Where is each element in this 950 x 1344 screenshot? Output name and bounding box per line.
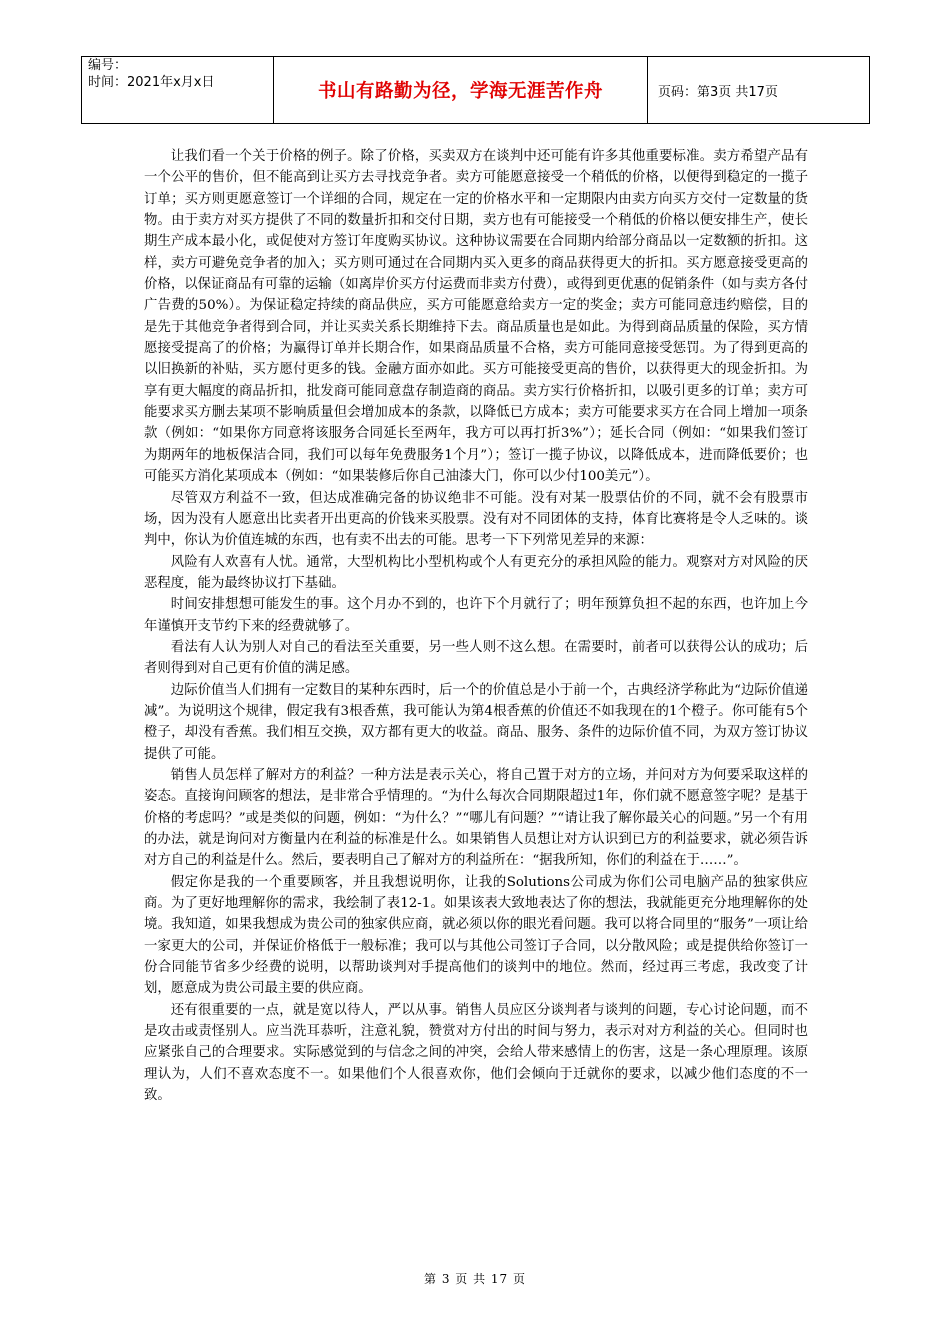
body-paragraph-9: 还有很重要的一点，就是宽以待人，严以从事。销售人员应区分谈判者与谈判的问题，专心讨论问题，而不是攻击或责怪别人。应当洗耳恭听，注意礼貌，赞赏对方付出的时间与努力，表示对对方利益的关心。但同时也应紧张自己的合理要求。实际感觉到的与信念之间的冲突，会给人带来感情上的伤害，这是一条心理原理。该原理认为，人们不喜欢态度不一。如果他们个人很喜欢你，他们会倾向于迁就你的要求，以减少他们态度的不一致。 — [144, 1002, 808, 1104]
body-paragraph-3: 风险有人欢喜有人忧。通常，大型机构比小型机构或个人有更充分的承担风险的能力。观察对方对风险的厌恶程度，能为最终协议打下基础。 — [144, 554, 808, 591]
header-motto: 书山有路勤为径，学海无涯苦作舟 — [274, 57, 648, 124]
header-page-info: 页码：第3页 共17页 — [648, 57, 870, 124]
body-paragraph-4: 时间安排想想可能发生的事。这个月办不到的，也许下个月就行了；明年预算负担不起的东西，也许加上今年谨慎开支节约下来的经费就够了。 — [144, 597, 808, 634]
document-body — [144, 146, 808, 1106]
body-paragraph-1: 让我们看一个关于价格的例子。除了价格，买卖双方在谈判中还可能有许多其他重要标准。卖方希望产品有一个公平的售价，但不能高到让买方去寻找竞争者。卖方可能愿意接受一个稍低的价格，以便得到稳定的一揽子订单；买方则更愿意签订一个详细的合同，规定在一定的价格水平和一定期限内由卖方向买方交付一定数量的货物。由于卖方对买方提供了不同的数量折扣和交付日期，卖方也有可能接受一个稍低的价格以便安排生产，使长期生产成本最小化，或促使对方签订年度购买协议。这种协议需要在合同期内给部分商品以一定数额的折扣。这样，卖方可避免竞争者的加入；买方则可通过在合同期内买入更多的商品获得更大的折扣。买方愿意接受更高的价格，以保证商品有可靠的运输（如离岸价买方付运费而非卖方付费），或得到更优惠的促销条件（如与卖方各付广告费的50%）。为保证稳定持续的商品供应，买方可能愿意给卖方一定的奖金；卖方可能同意违约赔偿，目的是先于其他竞争者得到合同，并让买卖关系长期维持下去。商品质量也是如此。为得到商品质量的保险，买方情愿接受提高了的价格；为赢得订单并长期合作，如果商品质量不合格，卖方可能同意接受惩罚。为了得到更高的以旧换新的补贴，买方愿付更多的钱。金融方面亦如此。买方可能接受更高的售价，以获得更大的现金折扣。为享有更大幅度的商品折扣，批发商可能同意盘存制造商的商品。卖方实行价格折扣，以吸引更多的订单；卖方可能要求买方删去某项不影响质量但会增加成本的条款，以降低已方成本；卖方可能要求买方在合同上增加一项条款（例如：“如果你方同意将该服务合同延长至两年，我方可以再打折3%”）；延长合同（例如：“如果我们签订为期两年的地板保洁合同，我们可以每年免费服务1个月”）；签订一揽子协议，以降低成本，进而降低要价；也可能买方消化某项成本（例如：“如果装修后你自己油漆大门，你可以少付100美元”）。 — [144, 149, 808, 485]
header-meta-cell — [82, 57, 274, 124]
body-paragraph-5: 看法有人认为别人对自己的看法至关重要，另一些人则不这么想。在需要时，前者可以获得公认的成功；后者则得到对自己更有价值的满足感。 — [144, 639, 808, 677]
body-paragraph-8: 假定你是我的一个重要顾客，并且我想说明你，让我的Solutions公司成为你们公司电脑产品的独家供应商。为了更好地理解你的需求，我绘制了表12-1。如果该表大致地表达了你的想法，我就能更充分地理解你的处境。我知道，如果我想成为贵公司的独家供应商，就必须以你的眼光看问题。我可以将合同里的“服务”一项让给一家更大的公司，并保证价格低于一般标准；我可以与其他公司签订子合同，以分散风险；或是提供给你签订一份合同能节省多少经费的说明，以帮助谈判对手提高他们的谈判中的地位。然而，经过再三考虑，我改变了计划，愿意成为贵公司最主要的供应商。 — [144, 874, 808, 997]
document-header — [81, 56, 870, 124]
body-paragraph-2: 尽管双方利益不一致，但达成准确完备的协议绝非不可能。没有对某一股票估价的不同，就不会有股票市场，因为没有人愿意出比卖者开出更高的价钱来买股票。没有对不同团体的支持，体育比赛将是令人乏味的。谈判中，你认为价值连城的东西，也有卖不出去的可能。思考一下下列常见差异的来源： — [144, 490, 808, 549]
body-paragraph-6: 边际价值当人们拥有一定数目的某种东西时，后一个的价值总是小于前一个，古典经济学称此为“边际价值递减”。为说明这个规律，假定我有3根香蕉，我可能认为第4根香蕉的价值还不如我现在的1个橙子。你可能有5个橙子，却没有香蕉。我们相互交换，双方都有更大的收益。商品、服务、条件的边际价值不同，为双方签订协议提供了可能。 — [144, 682, 808, 762]
document-number-label: 编号： — [88, 58, 128, 73]
body-paragraph-7: 销售人员怎样了解对方的利益？一种方法是表示关心，将自己置于对方的立场，并问对方为何要采取这样的姿态。直接询问顾客的想法，是非常合乎情理的。“为什么每次合同期限超过1年，你们就不愿意签字呢？是基于价格的考虑吗？”或是类似的问题，例如：“为什么？”“哪儿有问题？”“请让我了解你最关心的问题。”另一个有用的办法，就是询问对方衡量内在利益的标准是什么。如果销售人员想让对方认识到已方的利益要求，就必须告诉对方自己的利益是什么。然后，要表明自己了解对方的利益所在：“据我所知，你们的利益在于……”。 — [144, 767, 808, 869]
document-time-label: 时间：2021年x月x日 — [88, 75, 215, 90]
page-footer: 第 3 页 共 17 页 — [424, 1272, 526, 1286]
